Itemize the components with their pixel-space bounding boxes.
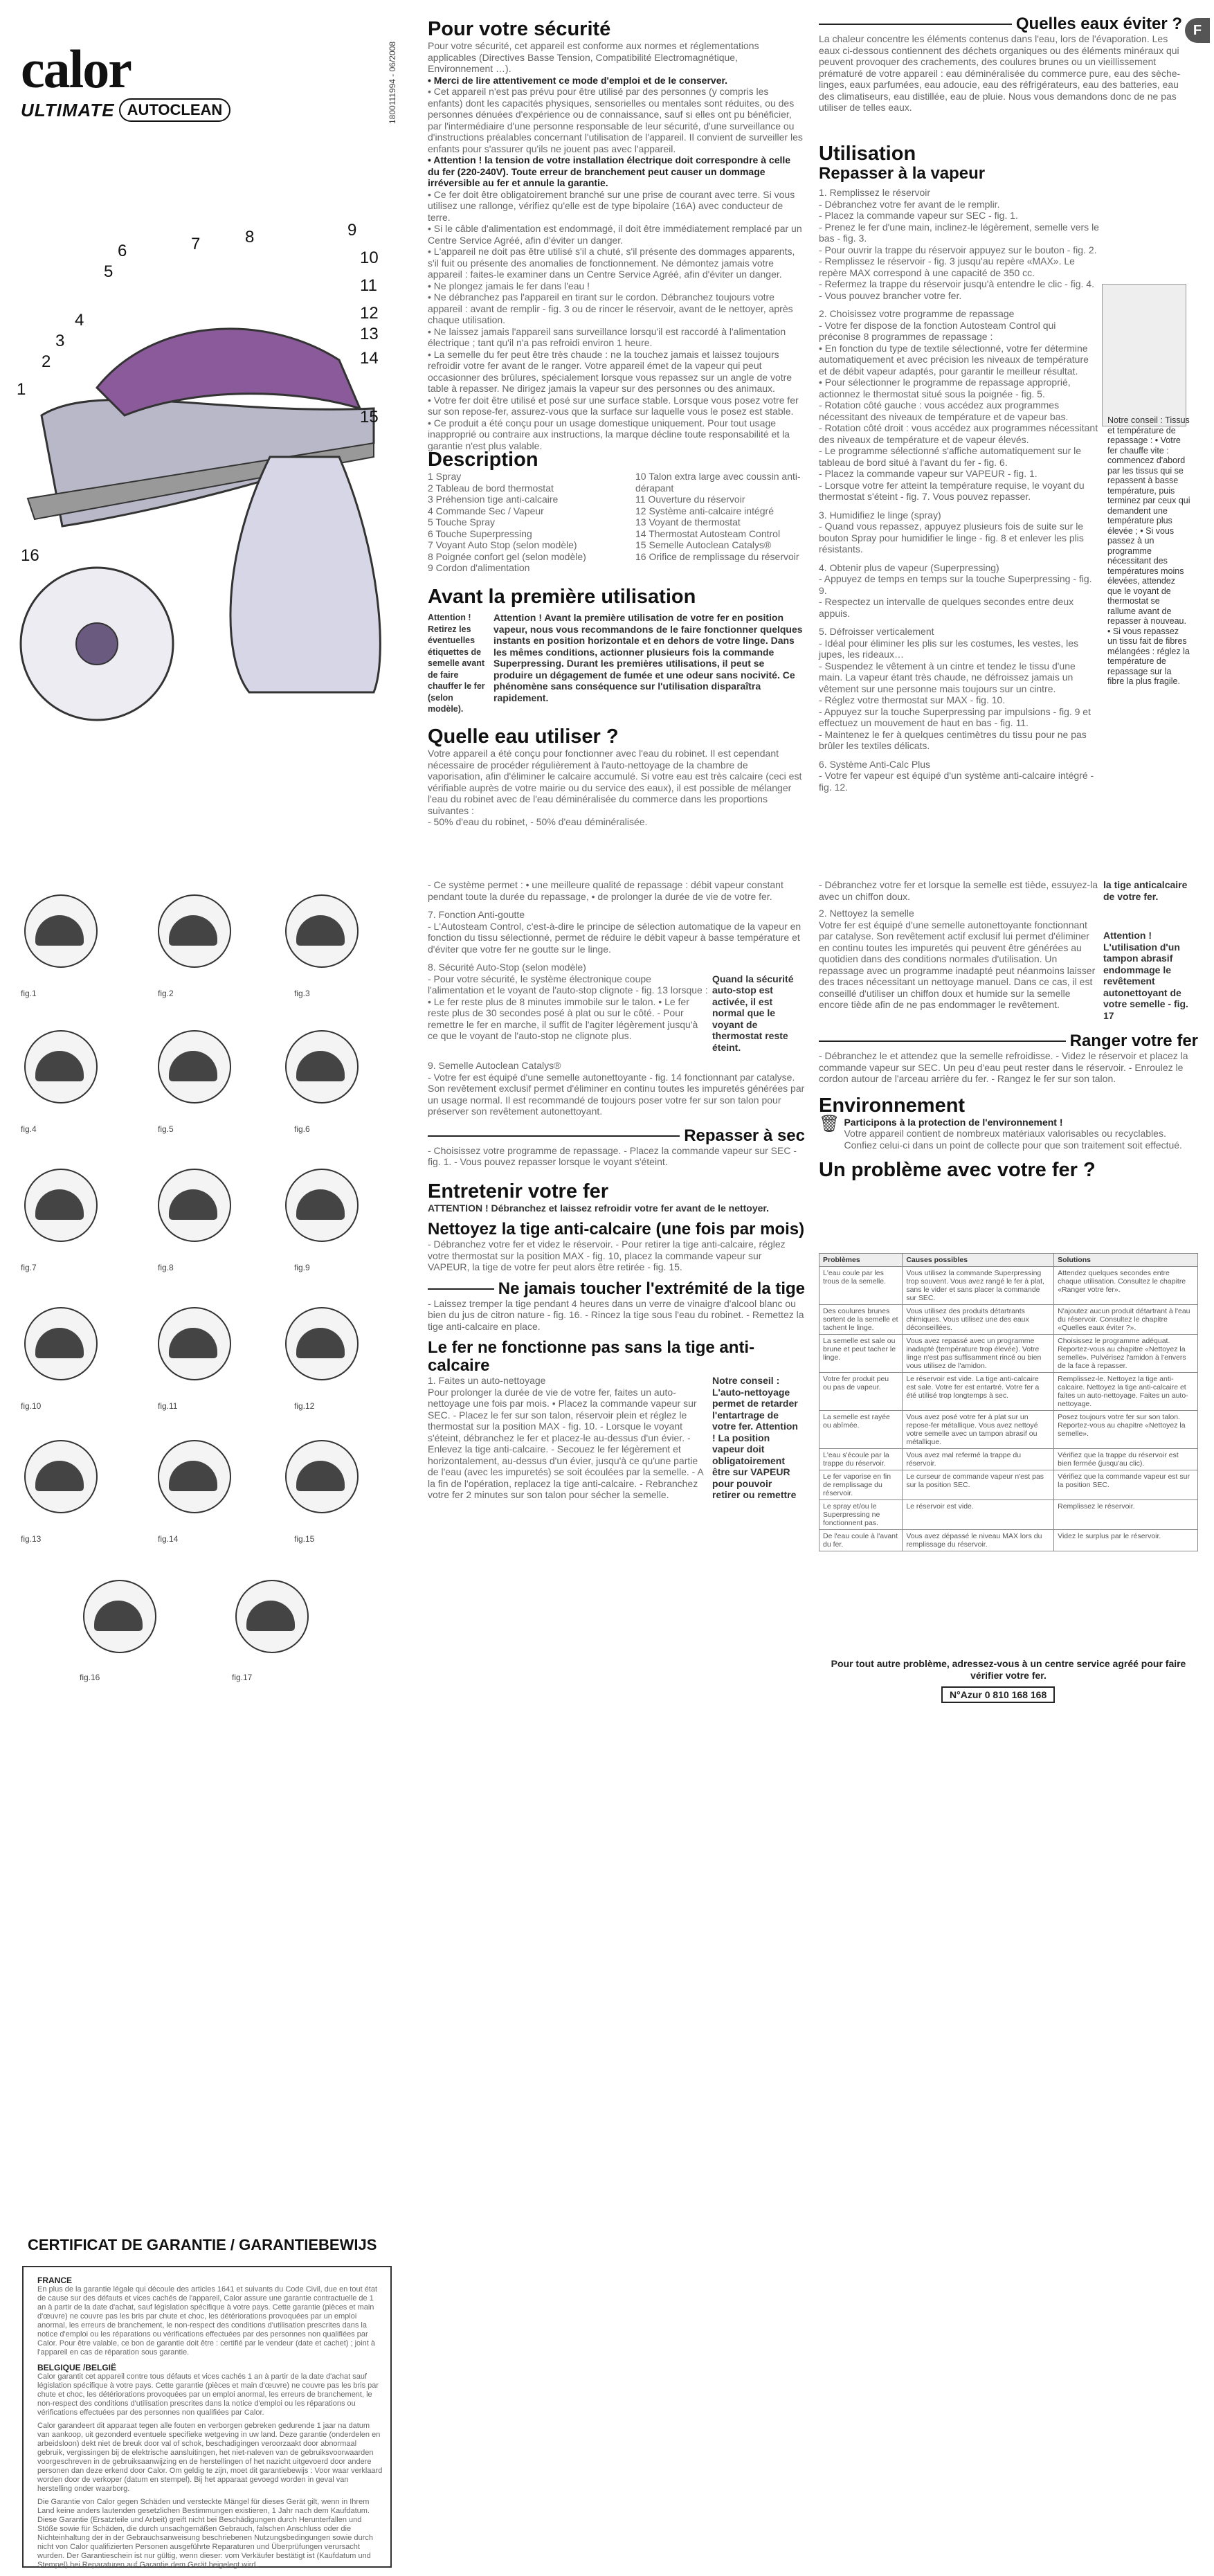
part-item: 3 Préhension tige anti-calcaire: [428, 494, 559, 505]
figure-label: fig.5: [158, 1124, 174, 1134]
figure-label: fig.14: [158, 1534, 179, 1544]
first-use-title: Avant la première utilisation: [428, 586, 696, 608]
troubleshooting-table: [819, 1253, 1198, 1551]
step-heading: 3. Humidifiez le linge (spray): [819, 509, 941, 521]
step-line: - Placez la commande vapeur sur SEC - fig. 1.: [819, 210, 1018, 221]
self-clean-heading: 1. Faites un auto-nettoyage: [428, 1375, 546, 1386]
figure-image: [158, 1307, 231, 1380]
warranty-content: [37, 2276, 383, 2570]
figure-label: fig.16: [80, 1673, 100, 1682]
warranty-nl-text: Calor garandeert dit apparaat tegen alle fouten en verborgen gebreken gedurende 1 jaar na datum van aankoop, uit gezonderd eventuele specifieke wetgeving in uw land. Deze garantie (onderdelen en arbeidsloon) dekt niet de breuk door val of schok, beschadigingen veroorzaakt door abnormaal gebruik, vergissingen bij de elektrische aansluitingen, het niet-naleven van de gebruiksvoorwaarden voorgeschreven in de gebruiksaanwijzing en de herstellingen of het nazicht uitgevoerd door andere personen dan deze erkend door Calor. Om geldig te zijn, moet dit garantiebewijs : Voor waar verklaard worden door de verkoper (datum en stempel). Bij het apparaat gevoegd worden in geval van herstelling onder waarborg.: [37, 2422, 383, 2493]
dry-ironing-title: Repasser à sec: [684, 1126, 805, 1145]
description-section: [428, 449, 805, 574]
step-line: - Prenez le fer d'une main, inclinez-le légèrement, semelle vers le bas - fig. 3.: [819, 221, 1099, 244]
table-row: [819, 1305, 1198, 1335]
table-cell: Vous utilisez la commande Superpressing trop souvent. Vous avez rangé le fer à plat, sans le vider et sans placer la commande sur SEC.: [903, 1267, 1054, 1305]
antidrip-text: - L'Autosteam Control, c'est-à-dire le principe de sélection automatique de la vapeur en fonction du tissu sélectionné, permet de réduire le débit vapeur à basse température et d'éviter que votre fer ne goutte sur le linge.: [428, 920, 801, 955]
logo-wordmark: calor: [21, 39, 131, 99]
table-cell: De l'eau coule à l'avant du fer.: [819, 1530, 903, 1551]
figure-image: [235, 1580, 309, 1653]
svg-text:5: 5: [104, 262, 114, 281]
never-touch-text: - Laissez tremper la tige pendant 4 heures dans un verre de vinaigre d'alcool blanc ou bien du jus de citron nature - fig. 16. - Rincez la tige sous l'eau du robinet. - Remettez la tige anti-calcaire en place.: [428, 1297, 804, 1332]
security-section: [428, 18, 805, 451]
table-cell: Vérifiez que la trappe du réservoir est bien fermée (jusqu'au clic).: [1054, 1449, 1198, 1470]
step-line: - Suspendez le vêtement à un cintre et tendez le tissu d'une main. La vapeur étant très chaude, ne défroissez jamais un vêtement sur une personne mais toujours sur un cintre.: [819, 660, 1076, 694]
figure-label: fig.15: [294, 1534, 315, 1544]
figure-label: fig.9: [294, 1263, 310, 1272]
step-line: - Idéal pour éliminer les plis sur les costumes, les vestes, les jupes, les rideaux…: [819, 637, 1079, 660]
security-bullet: • Ce produit a été conçu pour un usage domestique uniquement. Pour tout usage inapproprié ou contraire aux instructions, la marque décline toute responsabilité et la garantie n'est plus valable.: [428, 417, 805, 452]
self-clean-text: Pour prolonger la durée de vie de votre fer, faites un auto-nettoyage une fois par mois. • Placez la commande vapeur sur SEC. - Placez le fer sur son talon, réservoir plein et réglez le thermostat sur la position MAX - fig. 10. - Lorsque le voyant s'éteint, débranchez le fer et placez-le au-dessus d'un évier. - Enlevez la tige anti-calcaire. - Secouez le fer légèrement et horizontalement, au-dessus d'un évier, jusqu'à ce qu'une partie de l'eau (avec les impuretés) se soit écoulées par la semelle. - A la fin de l'opération, replacez la tige anti-calcaire. - Rebranchez votre fer 2 minutes sur son talon pour sécher la semelle.: [428, 1386, 703, 1500]
security-bullet: • Si le câble d'alimentation est endommagé, il doit être immédiatement remplacé par un Centre Service Agréé, afin d'éviter un danger.: [428, 223, 805, 246]
first-use-label-warning: Attention ! Retirez les éventuelles étiquettes de semelle avant de faire chauffer le fer (selon modèle).: [428, 613, 485, 714]
maintenance-warning: ATTENTION ! Débranchez et laissez refroidir votre fer avant de le nettoyer.: [428, 1202, 769, 1214]
table-cell: Remplissez-le. Nettoyez la tige anti-calcaire. Nettoyez la tige anti-calcaire et faites un auto-nettoyage. Faites un auto-nettoyage.: [1054, 1373, 1198, 1411]
avoid-water-section: [819, 15, 1182, 114]
svg-text:1: 1: [17, 380, 26, 399]
svg-text:6: 6: [118, 242, 127, 260]
table-cell: Le réservoir est vide. La tige anti-calcaire est sale. Votre fer est entartré. Votre fer a été utilisé trop longtemps à sec.: [903, 1373, 1054, 1411]
warranty-be-text: Calor garantit cet appareil contre tous défauts et vices cachés 1 an à partir de la date d'achat sauf législation spécifique à votre pays. Cette garantie (pièces et main d'œuvre) ne couvre pas les bris par chute et choc, les détériorations provoquées par un emploi anormal, les erreurs de branchement, le non-respect des conditions d'utilisation prescrites dans la notice d'emploi ou les réparations ou vérifications effectuées par des personnes non qualifiées par Calor.: [37, 2372, 379, 2417]
antidrip-heading: 7. Fonction Anti-goutte: [428, 909, 525, 920]
ironing-tip: Notre conseil : Tissus et température de repassage : • Votre fer chauffe vite : commencez d'abord par les tissus qui se repassent à basse température, puis terminez par ceux qui demandent une température plus élevée ; • Si vous passez à un programme nécessitant des températures moins élevées, attendez que le voyant de thermostat se rallume avant de repasser à nouveau. • Si vous repassez un tissu fait de fibres mélangées : réglez la température de repassage sur la fibre la plus fragile.: [1107, 415, 1190, 686]
table-cell: Le réservoir est vide.: [903, 1500, 1054, 1530]
figure-image: [285, 1030, 359, 1104]
figure-image: [24, 1440, 98, 1513]
table-row: [819, 1335, 1198, 1373]
never-touch-title: Ne jamais toucher l'extrémité de la tige: [498, 1279, 805, 1298]
figure-image: [24, 894, 98, 968]
table-cell: L'eau coule par les trous de la semelle.: [819, 1267, 903, 1305]
warranty-title: CERTIFICAT DE GARANTIE / GARANTIEBEWIJS: [28, 2236, 377, 2253]
table-cell: Votre fer produit peu ou pas de vapeur.: [819, 1373, 903, 1411]
figure-image: [285, 1307, 359, 1380]
part-item: 1 Spray: [428, 471, 462, 482]
rod-cleaning-title: Nettoyez la tige anti-calcaire (une fois par mois): [428, 1220, 805, 1239]
table-cell: N'ajoutez aucun produit détartrant à l'eau du réservoir. Consultez le chapitre «Quelles eaux éviter ?».: [1054, 1305, 1198, 1335]
step-line: - Refermez la trappe du réservoir jusqu'à entendre le clic - fig. 4.: [819, 278, 1094, 289]
description-title: Description: [428, 449, 538, 471]
table-cell: Posez toujours votre fer sur son talon. Reportez-vous au chapitre «Nettoyez la semelle».: [1054, 1411, 1198, 1449]
rod-cleaning-text: - Débranchez votre fer et videz le réservoir. - Pour retirer la tige anti-calcaire, réglez votre thermostat sur la position MAX - fig. 10, placez la commande vapeur sur VAPEUR, la tige de votre fer peut alors être retirée - fig. 15.: [428, 1239, 786, 1272]
step-line: • En fonction du type de textile sélectionné, votre fer détermine automatiquement et avec précision les niveaux de température et de débit vapeur adaptés, pour garantir le meilleur résultat.: [819, 342, 1089, 377]
iron-illustration: [14, 208, 388, 748]
figure-image: [158, 1030, 231, 1104]
autostop-note: Quand la sécurité auto-stop est activée, il est normal que le voyant de thermostat reste éteint.: [712, 973, 794, 1053]
warranty-fr-heading: FRANCE: [37, 2276, 72, 2285]
table-cell: Des coulures brunes sortent de la semelle et tachent le linge.: [819, 1305, 903, 1335]
dry-ironing-text: - Choisissez votre programme de repassage. - Placez la commande vapeur sur SEC - fig. 1. - Vous pouvez repasser lorsque le voyant s'éteint.: [428, 1144, 797, 1167]
svg-text:2: 2: [42, 352, 51, 371]
figure-image: [83, 1580, 156, 1653]
step-line: - Réglez votre thermostat sur MAX - fig. 10.: [819, 694, 1006, 705]
language-badge: F: [1185, 18, 1210, 43]
figure-label: fig.1: [21, 989, 37, 998]
avoid-water-text: La chaleur concentre les éléments contenus dans l'eau, lors de l'évaporation. Les eaux ci-dessous contiennent des déchets organiques ou des éléments minéraux qui peuvent provoquer des crachements, des coulures brunes ou un vieillissement prématuré de votre appareil : eau déminéralisée du commerce pure, eau des sèche-linges, eaux parfumées, eau adoucie, eau des réfrigérateurs, eau des batteries, eau des climatiseurs, eau distillée, eau de pluie. Nous vous demandons donc de ne pas utiliser de telles eaux.: [819, 33, 1181, 113]
table-row: [819, 1470, 1198, 1500]
contact-text: Pour tout autre problème, adressez-vous à un centre service agréé pour faire vérifier votre fer.: [831, 1658, 1186, 1681]
figure-image: [24, 1307, 98, 1380]
svg-text:12: 12: [360, 304, 379, 323]
table-cell: Remplissez le réservoir.: [1054, 1500, 1198, 1530]
security-read-notice: • Merci de lire attentivement ce mode d'emploi et de le conserver.: [428, 74, 728, 86]
part-item: 5 Touche Spray: [428, 516, 496, 528]
security-bullet: • L'appareil ne doit pas être utilisé s'il a chuté, s'il présente des dommages apparents, s'il fuit ou présente des anomalies de fonctionnement. Ne démontez jamais votre appareil : faites-le examiner dans un Centre Service Agréé, afin d'éviter un danger.: [428, 246, 805, 280]
hotline-badge: N°Azur 0 810 168 168: [941, 1686, 1055, 1703]
svg-text:15: 15: [360, 408, 379, 426]
recycle-bin-icon: 🗑: [819, 1114, 840, 1133]
water-section: [428, 726, 805, 828]
rod-note-continued: la tige anticalcaire de votre fer.: [1103, 879, 1188, 902]
step-line: - Appuyez sur la touche Superpressing par impulsions - fig. 9 et effectuez un mouvement de haut en bas - fig. 11.: [819, 705, 1091, 728]
security-bullet: • Ce fer doit être obligatoirement branché sur une prise de courant avec terre. Si vous utilisez une rallonge, vérifiez qu'elle est de type bipolaire (16A) avec conducteur de terre.: [428, 189, 805, 224]
sole-wipe-text: - Débranchez votre fer et lorsque la semelle est tiède, essuyez-la avec un chiffon doux.: [819, 879, 1098, 902]
figure-label: fig.4: [21, 1124, 37, 1134]
figure-image: [158, 1169, 231, 1242]
figure-label: fig.3: [294, 989, 310, 998]
svg-text:13: 13: [360, 325, 379, 343]
step-line: - Le programme sélectionné s'affiche automatiquement sur le tableau de bord situé à l'avant du fer - fig. 6.: [819, 445, 1082, 468]
warranty-be-heading: BELGIQUE /BELGIË: [37, 2363, 117, 2372]
step-line: - Rotation côté gauche : vous accédez aux programmes nécessitant des niveaux de température et de vapeur bas.: [819, 399, 1069, 422]
svg-text:7: 7: [191, 235, 201, 253]
table-cell: Vous utilisez des produits détartrants chimiques. Vous utilisez une des eaux déconseillées.: [903, 1305, 1054, 1335]
table-row: [819, 1373, 1198, 1411]
security-bullet: • Votre fer doit être utilisé et posé sur une surface stable. Lorsque vous posez votre fer sur son repose-fer, assurez-vous que la surface sur laquelle vous le posez est stable.: [428, 395, 805, 417]
step-line: - Placez la commande vapeur sur VAPEUR - fig. 1.: [819, 468, 1038, 479]
table-cell: Vous avez dépassé le niveau MAX lors du remplissage du réservoir.: [903, 1530, 1054, 1551]
svg-text:16: 16: [21, 546, 39, 565]
water-title: Quelle eau utiliser ?: [428, 726, 619, 748]
avoid-water-title: Quelles eaux éviter ?: [1015, 15, 1182, 33]
step-heading: 5. Défroisser verticalement: [819, 626, 934, 637]
figure-image: [24, 1030, 98, 1104]
environment-bold: Participons à la protection de l'environnement !: [844, 1116, 1063, 1128]
table-cell: Videz le surplus par le réservoir.: [1054, 1530, 1198, 1551]
catalys-heading: 9. Semelle Autoclean Catalys®: [428, 1060, 561, 1071]
step-line: - Respectez un intervalle de quelques secondes entre deux appuis.: [819, 596, 1074, 619]
sole-heading: 2. Nettoyez la semelle: [819, 908, 914, 919]
table-row: [819, 1500, 1198, 1530]
table-cell: Choisissez le programme adéquat. Reportez-vous au chapitre «Nettoyez la semelle». Pulvérisez l'amidon à l'envers de la face à repasser.: [1054, 1335, 1198, 1373]
table-cell: La semelle est rayée ou abîmée.: [819, 1411, 903, 1449]
first-use-warning: Attention ! Avant la première utilisation de votre fer en position vapeur, nous vous recommandons de le faire fonctionner quelques instants en position horizontale et en dehors de votre linge. Dans les mêmes conditions, actionner plusieurs fois la commande Superpressing. Durant les premières utilisations, il peut se produire un dégagement de fumée et une odeur sans nocivité. Ce phénomène sans conséquence sur l'utilisation disparaîtra rapidement.: [493, 612, 803, 703]
step-line: - Pour ouvrir la trappe du réservoir appuyez sur le bouton - fig. 2.: [819, 244, 1097, 255]
step-heading: 2. Choisissez votre programme de repassage: [819, 308, 1015, 319]
security-intro: Pour votre sécurité, cet appareil est conforme aux normes et réglementations applicables (Directives Basse Tension, Compatibilité Electromagnétique, Environnement …).: [428, 40, 759, 74]
soleplate-view-shape: [230, 457, 380, 692]
steam-ironing-title: Repasser à la vapeur: [819, 164, 986, 183]
step-line: - Remplissez le réservoir - fig. 3 jusqu'au repère «MAX». Le repère MAX correspond à une capacité de 350 cc.: [819, 255, 1075, 278]
right-column: [819, 879, 1198, 1181]
step-line: - Vous pouvez brancher votre fer.: [819, 289, 962, 301]
figure-label: fig.12: [294, 1401, 315, 1411]
table-cell: Attendez quelques secondes entre chaque utilisation. Consultez le chapitre «Ranger votre fer».: [1054, 1267, 1198, 1305]
table-header: Problèmes: [819, 1254, 903, 1267]
step-heading: 1. Remplissez le réservoir: [819, 187, 931, 198]
security-bullet: • La semelle du fer peut être très chaude : ne la touchez jamais et laissez toujours refroidir votre fer avant de le ranger. Votre appareil émet de la vapeur qui peut occasionner des brûlures, spécialement lorsque vous repassez sur un angle de votre table à repasser. Ne dirigez jamais la vapeur sur des personnes ou des animaux.: [428, 349, 805, 395]
step-line: - Lorsque votre fer atteint la température requise, le voyant du thermostat s'éteint - fig. 7. Vous pouvez repasser.: [819, 479, 1085, 502]
step-line: - Votre fer vapeur est équipé d'un système anti-calcaire intégré - fig. 12.: [819, 770, 1094, 793]
water-mix: - 50% d'eau du robinet, - 50% d'eau déminéralisée.: [428, 816, 648, 827]
figure-image: [158, 894, 231, 968]
no-rod-title: Le fer ne fonctionne pas sans la tige anti-calcaire: [428, 1338, 755, 1375]
sole-text: Votre fer est équipé d'une semelle autonettoyante fonctionnant par catalyse. Son revêtement actif exclusif lui permet d'éliminer en continu toutes les impuretés qui peuvent être générées au quotidien dans des conditions normales d'utilisation. Un repassage avec un programme inadapté peut néanmoins laisser des traces nécessitant un nettoyage manuel. Dans ce cas, il est conseillé d'utiliser un chiffon doux et humide sur la semelle encore tiède afin de ne pas endommager le revêtement.: [819, 919, 1096, 1010]
part-item: 10 Talon extra large avec coussin anti-dérapant: [635, 471, 801, 494]
table-row: [819, 1449, 1198, 1470]
figure-label: fig.6: [294, 1124, 310, 1134]
step-line: - Rotation côté droit : vous accédez aux programmes nécessitant des niveaux de température et de vapeur élevés.: [819, 422, 1098, 445]
problem-title: Un problème avec votre fer ?: [819, 1159, 1096, 1181]
logo-line: ULTIMATE: [21, 99, 115, 120]
system-text: - Ce système permet : • une meilleure qualité de repassage : débit vapeur constant pendant toute la durée du repassage, • de prolonger la durée de vie de votre fer.: [428, 879, 783, 902]
table-cell: Vous avez repassé avec un programme inadapté (température trop élevée). Votre linge n'est pas suffisamment rincé ou bien vous utilisez de l'amidon.: [903, 1335, 1054, 1373]
table-cell: Le curseur de commande vapeur n'est pas sur la position SEC.: [903, 1470, 1054, 1500]
svg-text:9: 9: [347, 221, 357, 240]
environment-text: Votre appareil contient de nombreux matériaux valorisables ou recyclables. Confiez celui-ci dans un point de collecte pour que son traitement soit effectué.: [844, 1128, 1182, 1151]
figure-label: fig.8: [158, 1263, 174, 1272]
figure-label: fig.13: [21, 1534, 42, 1544]
part-item: 16 Orifice de remplissage du réservoir: [635, 550, 799, 562]
part-item: 12 Système anti-calcaire intégré: [635, 505, 774, 516]
utilisation-title: Utilisation: [819, 143, 916, 165]
figure-label: fig.2: [158, 989, 174, 998]
svg-text:14: 14: [360, 349, 379, 368]
part-item: 6 Touche Superpressing: [428, 528, 532, 539]
svg-text:3: 3: [55, 332, 65, 350]
figure-label: fig.11: [158, 1401, 178, 1411]
autostop-heading: 8. Sécurité Auto-Stop (selon modèle): [428, 962, 586, 973]
table-header-row: [819, 1254, 1198, 1267]
storage-text: - Débranchez le et attendez que la semelle refroidisse. - Videz le réservoir et placez la commande vapeur sur SEC. Un peu d'eau peut rester dans le réservoir. - Enroulez le cordon autour de l'arceau arrière du fer. - Rangez le fer sur son talon.: [819, 1050, 1188, 1084]
part-item: 9 Cordon d'alimentation: [428, 562, 530, 573]
program-display-image: [1102, 284, 1186, 426]
step-line: - Votre fer dispose de la fonction Autosteam Control qui préconise 8 programmes de repassage :: [819, 319, 1056, 342]
table-row: [819, 1267, 1198, 1305]
security-bullet: • Ne laissez jamais l'appareil sans surveillance lorsqu'il est raccordé à l'alimentation électrique ; tant qu'il n'a pas refroidi environ 1 heure.: [428, 326, 805, 349]
table-cell: L'eau s'écoule par la trappe du réservoir.: [819, 1449, 903, 1470]
logo-autoclean: AUTOCLEAN: [119, 98, 231, 122]
step-line: - Quand vous repassez, appuyez plusieurs fois de suite sur le bouton Spray pour humidifier le linge - fig. 8 et enlever les plis résistants.: [819, 521, 1084, 555]
step-heading: 4. Obtenir plus de vapeur (Superpressing): [819, 561, 999, 573]
part-item: 8 Poignée confort gel (selon modèle): [428, 550, 586, 562]
part-item: 7 Voyant Auto Stop (selon modèle): [428, 539, 577, 550]
table-header: Solutions: [1054, 1254, 1198, 1267]
step-line: • Pour sélectionner le programme de repassage approprié, actionnez le thermostat situé sous la poignée - fig. 5.: [819, 377, 1071, 399]
security-bullet: • Attention ! la tension de votre installation électrique doit correspondre à celle du fer (220-240V). Toute erreur de branchement peut causer un dommage irréversible au fer et annule la garantie.: [428, 154, 805, 189]
table-row: [819, 1411, 1198, 1449]
table-header: Causes possibles: [903, 1254, 1054, 1267]
security-bullet: • Cet appareil n'est pas prévu pour être utilisé par des personnes (y compris les enfants) dont les capacités physiques, sensorielles ou mentales sont réduites, ou des personnes dénuées d'expérience ou de connaissance, sauf si elles ont pu bénéficier, par l'intermédiaire d'une personne responsable de leur sécurité, d'une surveillance ou d'instructions préalables concernant l'utilisation de l'appareil. Il convient de surveiller les enfants pour s'assurer qu'ils ne jouent pas avec l'appareil.: [428, 86, 805, 154]
table-cell: Vous avez mal refermé la trappe du réservoir.: [903, 1449, 1054, 1470]
figure-label: fig.17: [232, 1673, 253, 1682]
doc-code: 1800111994 - 06/2008: [388, 42, 397, 124]
figure-image: [24, 1169, 98, 1242]
iron-handle-shape: [97, 329, 360, 415]
catalys-text: - Votre fer est équipé d'une semelle autonettoyante - fig. 14 fonctionnant par catalyse. Son revêtement exclusif permet d'éliminer en continu toutes les impuretés générées par un usage normal. Il est recommandé de toujours poser votre fer sur son talon pour préserver son revêtement autonettoyant.: [428, 1071, 805, 1117]
brand-logo: [21, 39, 291, 145]
middle-column: [428, 879, 805, 1501]
figure-image: [285, 1169, 359, 1242]
table-cell: Vérifiez que la commande vapeur est sur la position SEC.: [1054, 1470, 1198, 1500]
table-row: [819, 1530, 1198, 1551]
table-cell: Vous avez posé votre fer à plat sur un repose-fer métallique. Vous avez nettoyé votre semelle avec un tampon abrasif ou métallique.: [903, 1411, 1054, 1449]
storage-title: Ranger votre fer: [1069, 1032, 1198, 1050]
autostop-text: - Pour votre sécurité, le système électronique coupe l'alimentation et le voyant de l'auto-stop clignote - fig. 13 lorsque : • Le fer reste plus de 8 minutes immobile sur le talon. • Le fer reste plus de 30 secondes posé à plat ou sur le côté. - Pour remettre le fer en marche, il suffit de l'agiter légèrement jusqu'à ce que le voyant de l'auto-stop ne clignote plus.: [428, 973, 708, 1041]
security-bullet: • Ne plongez jamais le fer dans l'eau !: [428, 280, 805, 292]
part-item: 13 Voyant de thermostat: [635, 516, 741, 528]
figure-label: fig.10: [21, 1401, 42, 1411]
svg-text:11: 11: [360, 276, 377, 295]
step-line: - Maintenez le fer à quelques centimètres du tissu pour ne pas brûler les textiles délicats.: [819, 728, 1087, 751]
figure-label: fig.7: [21, 1263, 37, 1272]
part-item: 14 Thermostat Autosteam Control: [635, 528, 781, 539]
svg-text:8: 8: [245, 228, 255, 246]
self-clean-note: Notre conseil : L'auto-nettoyage permet de retarder l'entartrage de votre fer. Attention ! La position vapeur doit obligatoirement être sur VAPEUR pour pouvoir retirer ou remettre: [712, 1375, 798, 1500]
table-cell: Le fer vaporise en fin de remplissage du réservoir.: [819, 1470, 903, 1500]
figure-image: [285, 1440, 359, 1513]
sole-warning: Attention ! L'utilisation d'un tampon abrasif endommage le revêtement autonettoyant de votre semelle - fig. 17: [1103, 930, 1188, 1021]
part-item: 2 Tableau de bord thermostat: [428, 482, 554, 494]
water-text: Votre appareil a été conçu pour fonctionner avec l'eau du robinet. Il est cependant nécessaire de procéder régulièrement à l'auto-nettoyage de la chambre de vaporisation, afin d'éliminer le calcaire accumulé. Si votre eau est très calcaire (ceci est vérifiable auprès de votre mairie ou du service des eaux), il est possible de mélanger l'eau du robinet avec de l'eau déminéralisée du commerce dans les proportions suivantes :: [428, 748, 802, 816]
step-heading: 6. Système Anti-Calc Plus: [819, 758, 931, 770]
warranty-fr-text: En plus de la garantie légale qui découle des articles 1641 et suivants du Code Civil, due en tout état de cause sur des défauts et vices cachés de l'appareil, Calor assure une garantie contractuelle de 1 an à partir de la date d'achat, sauf législation spécifique à votre pays. Cette garantie (pièces et main d'œuvre) ne couvre pas les bris par chute et choc, les détériorations provoquées par un emploi anormal, les erreurs de branchement, le non-respect des conditions d'utilisation prescrites dans la notice d'emploi ou les réparations ou vérifications effectuées par des personnes non qualifiées par Calor. Pour être valable, ce bon de garantie doit être : certifié par le vendeur (date et cachet) ; joint à l'appareil en cas de réparation sous garantie.: [37, 2285, 378, 2357]
step-line: - Appuyez de temps en temps sur la touche Superpressing - fig. 9.: [819, 573, 1092, 596]
warranty-de-text: Die Garantie von Calor gegen Schäden und versteckte Mängel für dieses Gerät gilt, wenn in Ihrem Land keine anders lautenden gesetzlichen Bestimmungen existieren, 1 Jahr nach dem Kaufdatum. Diese Garantie (Ersatzteile und Arbeit) greift nicht bei Beschädigungen durch Herunterfallen und Stöße sowie für Schäden, die durch unsachgemäßen Gebrauch, falschen Anschluss oder die Nichteinhaltung der in der Gebrauchsanweisung beschriebenen Nutzungsbedingungen sowie durch nicht von Calor qualifizierten Personen ausgeführte Reparaturen und Überprüfungen verursacht wurden. Der Garantieschein ist nur gültig, wenn dieser: vom Verkäufer bestätigt ist (Kaufdatum und Stempel) bei Reparaturen auf Garantie dem Gerät beigelegt wird.: [37, 2498, 373, 2569]
security-bullet: • Ne débranchez pas l'appareil en tirant sur le cordon. Débranchez toujours votre appareil : avant de remplir - fig. 3 ou de rincer le réservoir, avant de le nettoyer, après chaque utilisation.: [428, 291, 805, 326]
part-item: 11 Ouverture du réservoir: [635, 494, 745, 505]
part-item: 15 Semelle Autoclean Catalys®: [635, 539, 772, 550]
part-item: 4 Commande Sec / Vapeur: [428, 505, 544, 516]
figure-image: [285, 894, 359, 968]
table-cell: Le spray et/ou le Superpressing ne fonctionnent pas.: [819, 1500, 903, 1530]
environment-title: Environnement: [819, 1094, 966, 1117]
first-use-section: [428, 586, 805, 715]
maintenance-title: Entretenir votre fer: [428, 1180, 609, 1203]
step-line: - Débranchez votre fer avant de le remplir.: [819, 198, 1000, 210]
table-cell: La semelle est sale ou brune et peut tacher le linge.: [819, 1335, 903, 1373]
svg-text:10: 10: [360, 249, 379, 267]
figure-image: [158, 1440, 231, 1513]
svg-text:4: 4: [75, 311, 84, 330]
security-title: Pour votre sécurité: [428, 18, 611, 40]
